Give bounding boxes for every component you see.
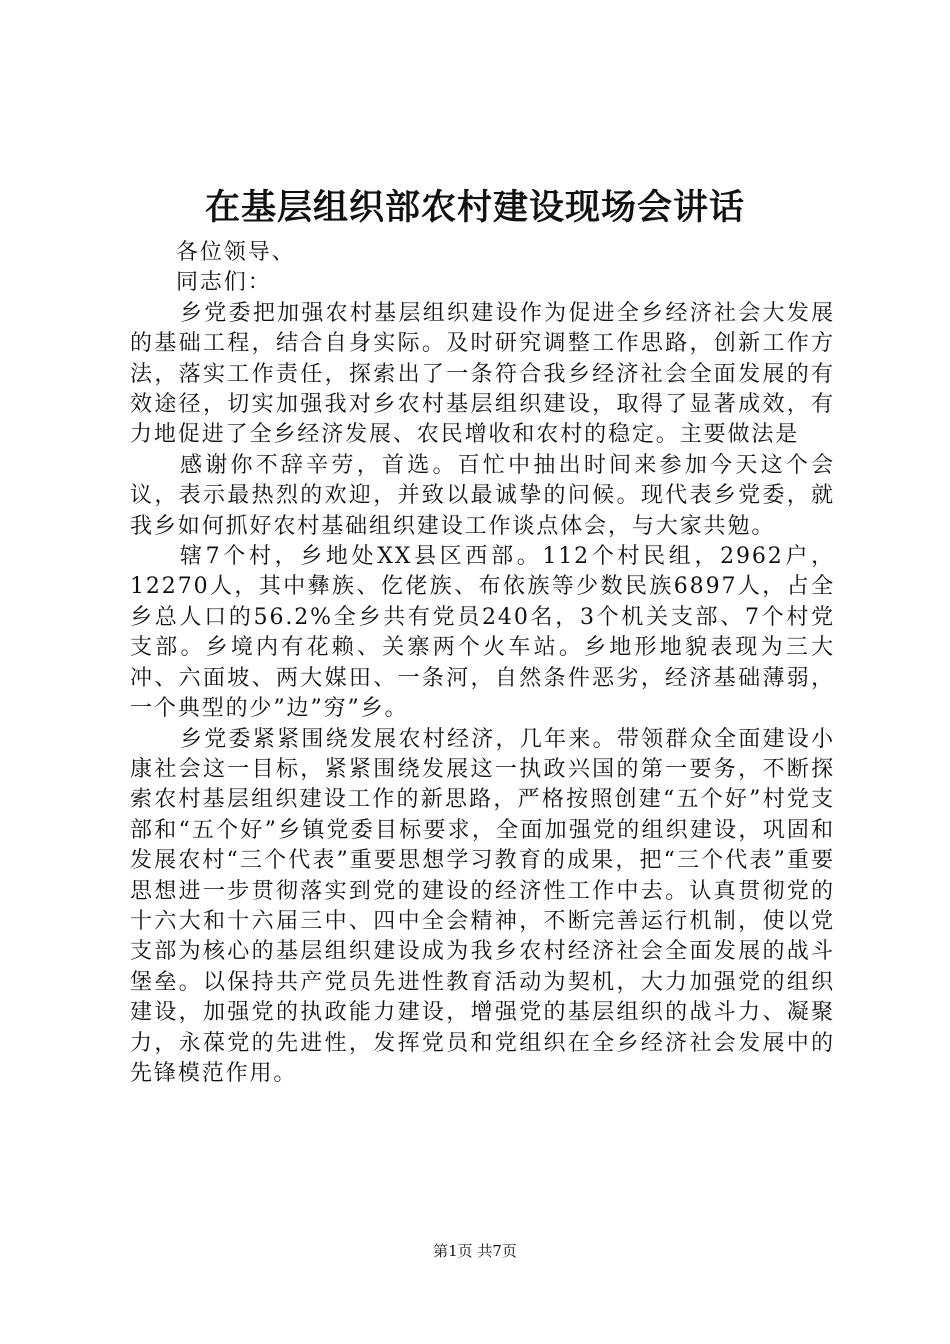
paragraph-4: 乡党委紧紧围绕发展农村经济，几年来。带领群众全面建设小康社会这一目标，紧紧围绕发展这一执政兴国的第一要务，不断探索农村基层组织建设工作的新思路，严格按照创建“五个好”村党支部和“五个好”乡镇党委目标要求，全面加强党的组织建设，巩固和发展农村“三个代表”重要思想学习教育的成果，把“三个代表”重要思想进一步贯彻落实到党的建设的经济性工作中去。认真贯彻党的十六大和十六届三中、四中全会精神，不断完善运行机制，使以党支部为核心的基层组织建设成为我乡农村经济社会全面发展的战斗堡垒。以保持共产党员先进性教育活动为契机，大力加强党的组织建设，加强党的执政能力建设，增强党的基层组织的战斗力、凝聚力，永葆党的先进性，发挥党员和党组织在全乡经济社会发展中的先锋模范作用。 — [130, 726, 835, 1086]
document-body — [130, 238, 835, 1089]
document-title: 在基层组织部农村建设现场会讲话 — [204, 187, 745, 228]
page-footer: 第1页 共7页 — [433, 1242, 517, 1260]
salutation-leaders: 各位领导、 — [176, 240, 296, 265]
paragraph-2: 感谢你不辞辛劳，首选。百忙中抽出时间来参加今天这个会议，表示最热烈的欢迎，并致以最诚挚的问候。现代表乡党委，就我乡如何抓好农村基础组织建设工作谈点体会，与大家共勉。 — [130, 452, 835, 539]
paragraph-1: 乡党委把加强农村基层组织建设作为促进全乡经济社会大发展的基础工程，结合自身实际。及时研究调整工作思路，创新工作方法，落实工作责任，探索出了一条符合我乡经济社会全面发展的有效途径，切实加强我对乡农村基层组织建设，取得了显著成效，有力地促进了全乡经济发展、农民增收和农村的稳定。主要做法是 — [130, 300, 835, 448]
salutation-comrades: 同志们： — [176, 270, 272, 296]
paragraph-3: 辖7个村，乡地处XX县区西部。112个村民组，2962户，12270人，其中彝族、仡佬族、布依族等少数民族6897人，占全乡总人口的56.2%全乡共有党员240名，3个机关支部、7个村党支部。乡境内有花赖、关寨两个火车站。乡地形地貌表现为三大冲、六面坡、两大媒田、一条河，自然条件恶劣，经济基础薄弱，一个典型的少”边”穷”乡。 — [130, 544, 835, 722]
